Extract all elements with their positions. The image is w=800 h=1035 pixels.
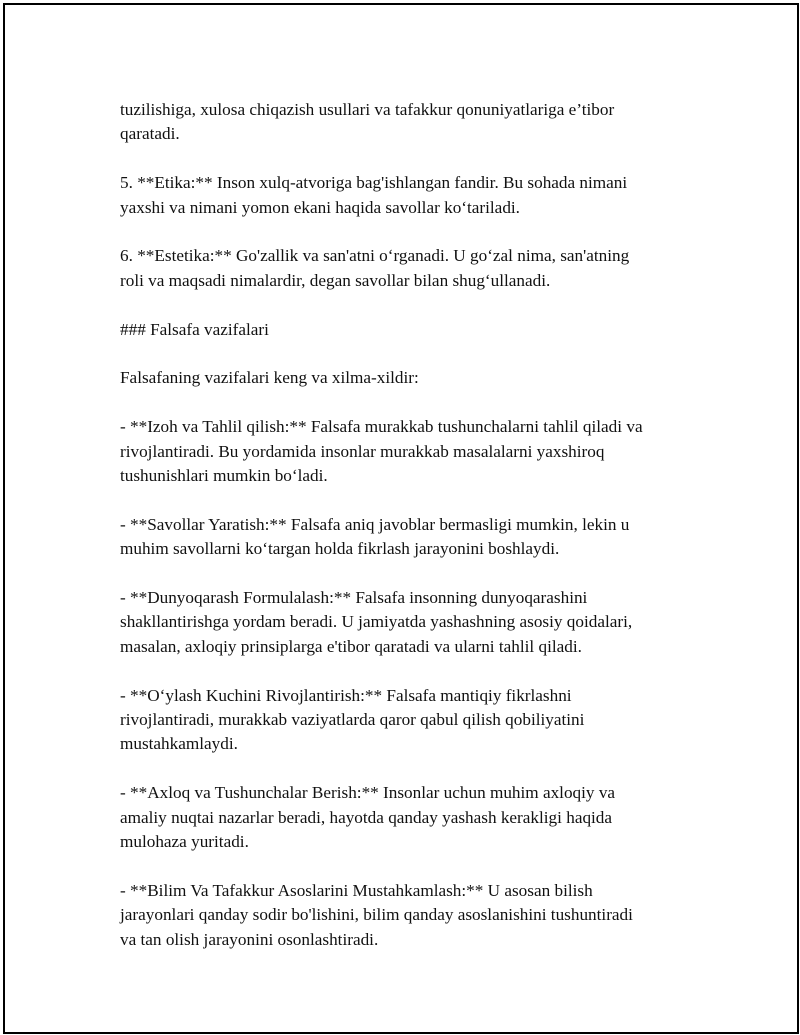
paragraph-estetika bbox=[120, 244, 710, 293]
text-line: 6. **Estetika:** Go'zallik va san'atni oʻrganadi. U goʻzal nima, san'atning bbox=[120, 246, 630, 266]
heading-line: ### Falsafa vazifalari bbox=[120, 319, 269, 339]
text-line: - **Axloq va Tushunchalar Berish:** Insonlar uchun muhim axloqiy va bbox=[120, 783, 616, 803]
text-line: amaliy nuqtai nazarlar beradi, hayotda qanday yashash kerakligi haqida bbox=[120, 807, 613, 827]
text-line: Falsafaning vazifalari keng va xilma-xildir: bbox=[120, 368, 419, 388]
page-frame bbox=[3, 3, 799, 1034]
paragraph-intro bbox=[120, 366, 710, 390]
text-line: jarayonlari qanday sodir bo'lishini, bilim qanday asoslanishini tushuntiradi bbox=[120, 905, 633, 925]
list-item-axloq bbox=[120, 781, 710, 854]
text-line: mulohaza yuritadi. bbox=[120, 832, 249, 852]
text-line: mustahkamlaydi. bbox=[120, 734, 238, 754]
paragraph-etika bbox=[120, 171, 710, 220]
text-line: tushunishlari mumkin boʻladi. bbox=[120, 466, 328, 486]
text-line: yaxshi va nimani yomon ekani haqida savollar koʻtariladi. bbox=[120, 197, 520, 217]
list-item-izoh-tahlil bbox=[120, 415, 710, 488]
text-line: tuzilishiga, xulosa chiqazish usullari va tafakkur qonuniyatlariga e’tibor bbox=[120, 100, 615, 119]
document-body bbox=[120, 98, 710, 976]
list-item-bilim-tafakkur bbox=[120, 879, 710, 952]
text-line: rivojlantiradi. Bu yordamida insonlar murakkab masalalarni yaxshiroq bbox=[120, 441, 605, 461]
list-item-dunyoqarash bbox=[120, 586, 710, 659]
text-line: - **Bilim Va Tafakkur Asoslarini Mustahkamlash:** U asosan bilish bbox=[120, 880, 593, 900]
text-line: roli va maqsadi nimalardir, degan savollar bilan shugʻullanadi. bbox=[120, 270, 551, 290]
text-line: shakllantirishga yordam beradi. U jamiyatda yashashning asosiy qoidalari, bbox=[120, 612, 633, 632]
paragraph-logic-continuation bbox=[120, 98, 710, 147]
text-line: va tan olish jarayonini osonlashtiradi. bbox=[120, 929, 379, 949]
text-line: - **Savollar Yaratish:** Falsafa aniq javoblar bermasligi mumkin, lekin u bbox=[120, 514, 630, 534]
text-line: 5. **Etika:** Inson xulq-atvoriga bag'ishlangan fandir. Bu sohada nimani bbox=[120, 173, 628, 193]
text-line: - **Izoh va Tahlil qilish:** Falsafa murakkab tushunchalarni tahlil qiladi va bbox=[120, 417, 643, 437]
text-line: masalan, axloqiy prinsiplarga e'tibor qaratadi va ularni tahlil qiladi. bbox=[120, 636, 582, 656]
text-line: qaratadi. bbox=[120, 124, 180, 144]
text-line: muhim savollarni koʻtargan holda fikrlash jarayonini boshlaydi. bbox=[120, 539, 560, 559]
text-line: - **Dunyoqarash Formulalash:** Falsafa insonning dunyoqarashini bbox=[120, 588, 588, 608]
section-heading-falsafa-vazifalari bbox=[120, 318, 710, 342]
text-line: rivojlantiradi, murakkab vaziyatlarda qaror qabul qilish qobiliyatini bbox=[120, 710, 585, 730]
list-item-oylash-kuchi bbox=[120, 684, 710, 757]
list-item-savollar-yaratish bbox=[120, 513, 710, 562]
text-line: - **Oʻylash Kuchini Rivojlantirish:** Falsafa mantiqiy fikrlashni bbox=[120, 685, 572, 705]
